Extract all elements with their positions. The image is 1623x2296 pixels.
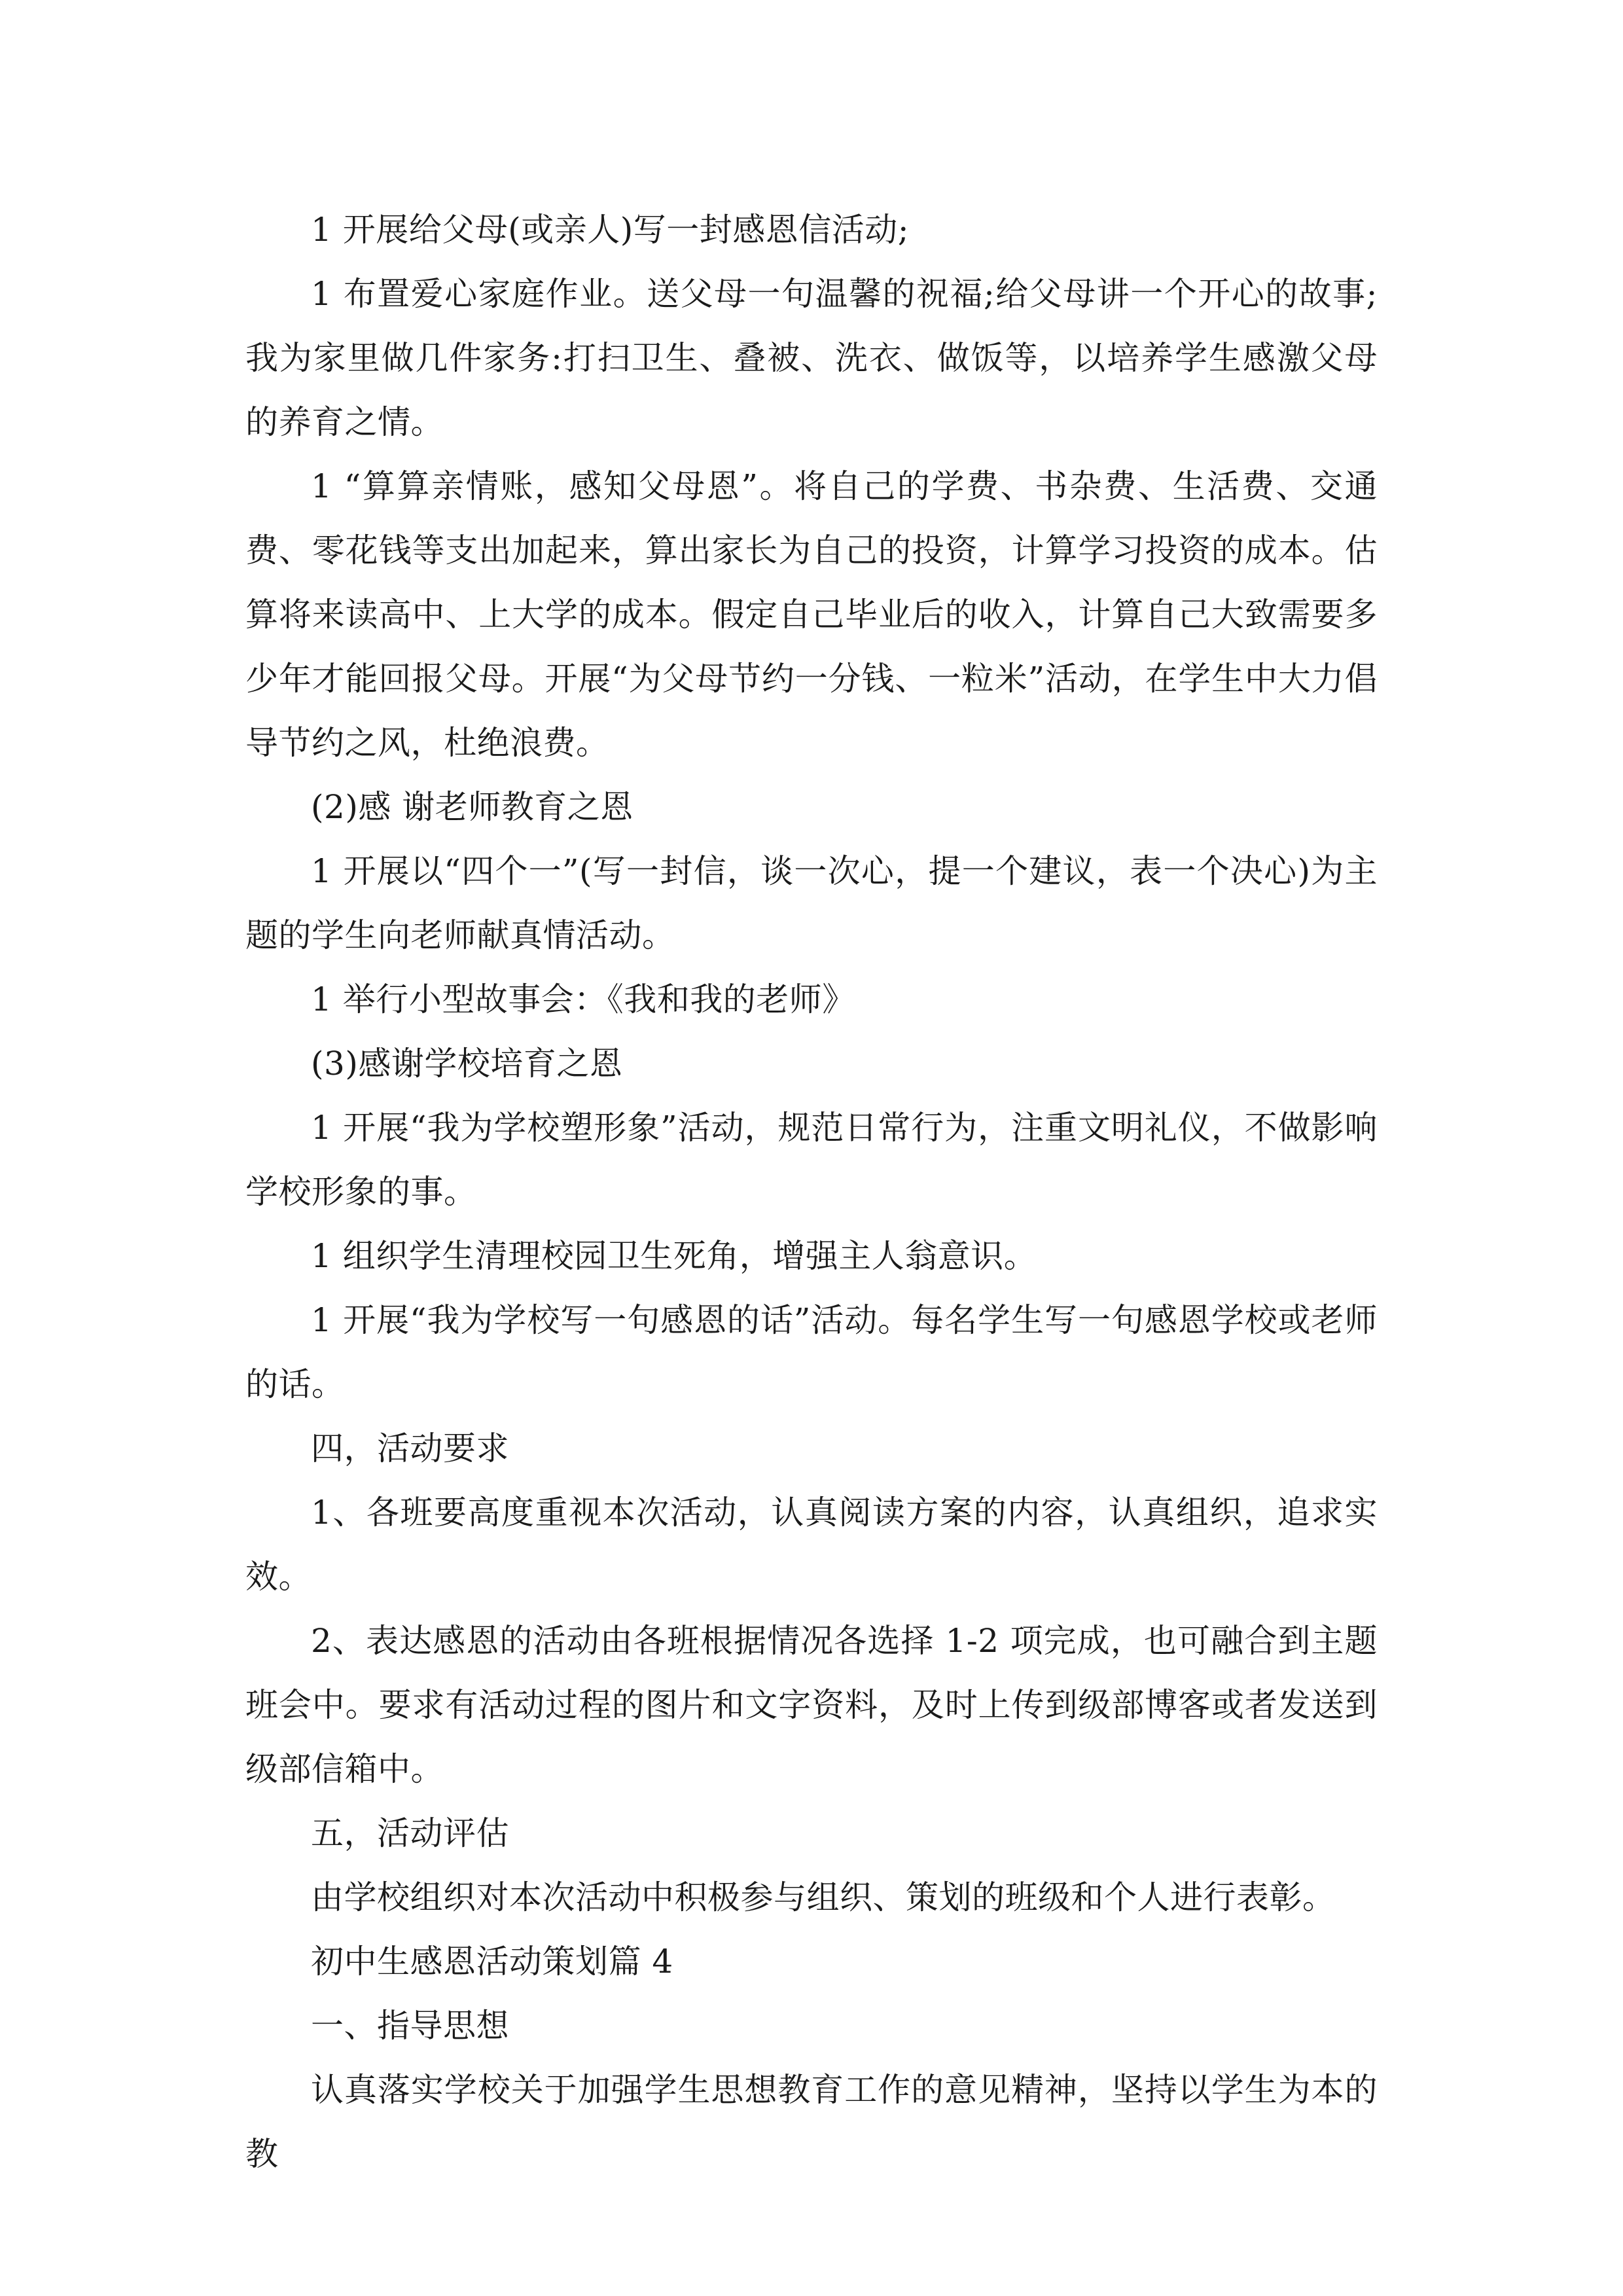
paragraph: 1 开展给父母(或亲人)写一封感恩信活动; — [311, 211, 910, 249]
paragraph: 2、表达感恩的活动由各班根据情况各选择 1-2 项完成，也可融合到主题班会中。要求有活动过程的图片和文字资料，及时上传到级部博客或者发送到级部信箱中。 — [245, 1622, 1378, 1788]
paragraph: 1 开展“我为学校塑形象”活动，规范日常行为，注重文明礼仪，不做影响学校形象的事。 — [245, 1109, 1378, 1211]
paragraph: 1 开展以“四个一”(写一封信，谈一次心，提一个建议，表一个决心)为主题的学生向老师献真情活动。 — [245, 852, 1378, 954]
paragraph: 由学校组织对本次活动中积极参与组织、策划的班级和个人进行表彰。 — [311, 1878, 1336, 1916]
paragraph: 认真落实学校关于加强学生思想教育工作的意见精神，坚持以学生为本的教 — [245, 2071, 1378, 2173]
paragraph: 1 组织学生清理校园卫生死角，增强主人翁意识。 — [311, 1237, 1037, 1275]
article-title: 初中生感恩活动策划篇 4 — [311, 1943, 673, 1981]
paragraph: 1、各班要高度重视本次活动，认真阅读方案的内容，认真组织，追求实效。 — [245, 1494, 1378, 1596]
paragraph: 1 布置爱心家庭作业。送父母一句温馨的祝福;给父母讲一个开心的故事;我为家里做几件家务:打扫卫生、叠被、洗衣、做饭等，以培养学生感激父母的养育之情。 — [245, 275, 1378, 441]
paragraph: 1 开展“我为学校写一句感恩的话”活动。每名学生写一句感恩学校或老师的话。 — [245, 1301, 1378, 1403]
document-body — [245, 198, 1378, 2186]
paragraph: 1 举行小型故事会：《我和我的老师》 — [311, 980, 855, 1018]
section-heading: 四，活动要求 — [311, 1429, 509, 1467]
paragraph: (3)感谢学校培育之恩 — [311, 1045, 623, 1083]
paragraph: 1 “算算亲情账，感知父母恩”。将自己的学费、书杂费、生活费、交通费、零花钱等支出加起来，算出家长为自己的投资，计算学习投资的成本。估算将来读高中、上大学的成本。假定自己毕业后的收入，计算自己大致需要多少年才能回报父母。开展“为父母节约一分钱、一粒米”活动，在学生中大力倡导节约之风，杜绝浪费。 — [245, 467, 1378, 762]
section-heading: 五，活动评估 — [311, 1814, 509, 1852]
section-heading: 一、指导思想 — [311, 2007, 509, 2045]
paragraph: (2)感 谢老师教育之恩 — [311, 788, 633, 826]
